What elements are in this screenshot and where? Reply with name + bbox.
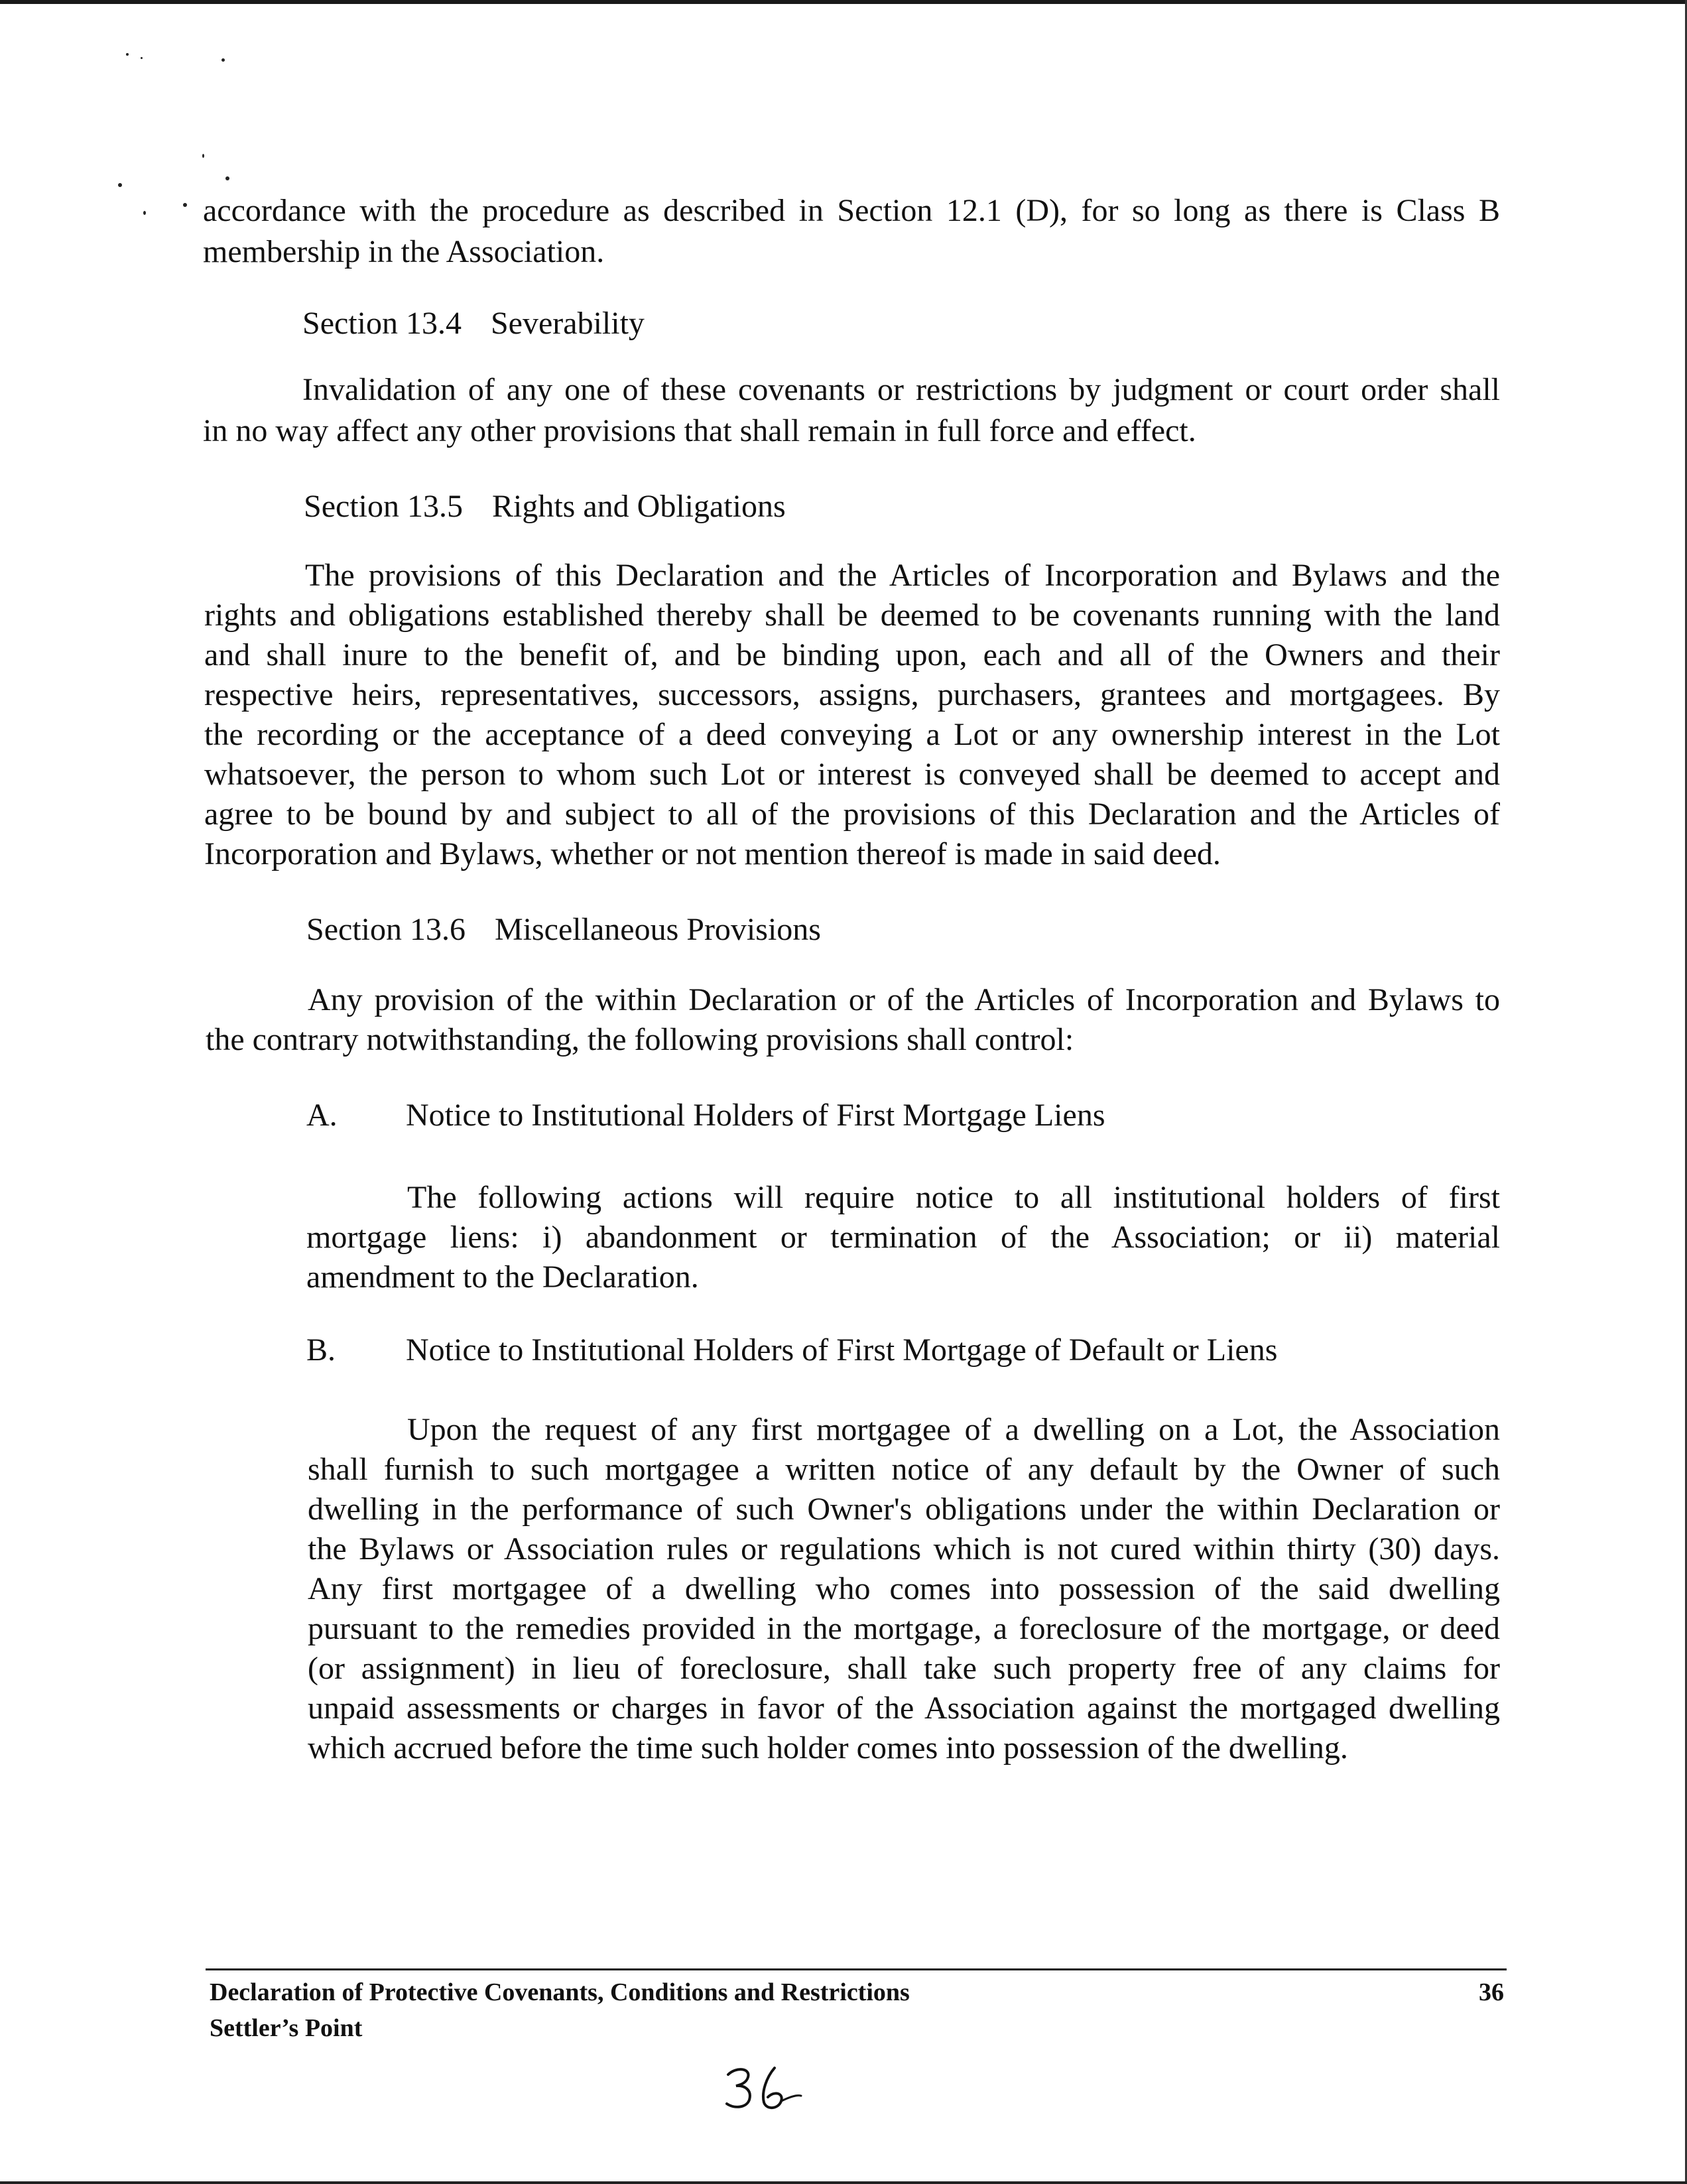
- section-13-6-line: Any provision of the within Declaration or of the Articles of Incorporation and Bylaws to: [308, 982, 1500, 1017]
- section-13-5-line: the recording or the acceptance of a deed conveying a Lot or any ownership interest in the Lot: [204, 717, 1500, 752]
- scan-speck: [225, 176, 229, 180]
- section-number: Section 13.6: [306, 912, 466, 947]
- subsection-a-heading: [306, 1096, 1105, 1135]
- section-13-4-heading: [302, 304, 645, 344]
- subsection-a-line: The following actions will require notice to all institutional holders of first: [407, 1180, 1500, 1215]
- subsection-a-line: amendment to the Declaration.: [306, 1259, 699, 1295]
- section-13-5-line: agree to be bound by and subject to all of the provisions of this Declaration and the Articles of: [204, 797, 1500, 832]
- scan-speck: [202, 154, 204, 158]
- section-13-4-line: in no way affect any other provisions that shall remain in full force and effect.: [203, 413, 1196, 448]
- subsection-a-line: mortgage liens: i) abandonment or termination of the Association; or ii) material: [306, 1220, 1500, 1255]
- footer-community-name: Settler’s Point: [210, 2014, 363, 2042]
- footer-rule: [206, 1968, 1507, 1970]
- continuation-line: membership in the Association.: [203, 234, 605, 269]
- subsection-b-line: the Bylaws or Association rules or regulations which is not cured within thirty (30) days.: [308, 1531, 1500, 1567]
- subsection-b-line: Any first mortgagee of a dwelling who comes into possession of the said dwelling: [308, 1571, 1500, 1606]
- section-13-5-line: and shall inure to the benefit of, and be binding upon, each and all of the Owners and their: [204, 637, 1500, 673]
- section-13-6-line: the contrary notwithstanding, the following provisions shall control:: [206, 1022, 1074, 1057]
- subsection-b-line: (or assignment) in lieu of foreclosure, shall take such property free of any claims for: [308, 1651, 1500, 1686]
- section-13-5-line: respective heirs, representatives, successors, assigns, purchasers, grantees and mortgagees. By: [204, 677, 1500, 712]
- scan-speck: [183, 203, 187, 207]
- section-13-6-heading: [306, 910, 821, 950]
- footer-document-title: Declaration of Protective Covenants, Conditions and Restrictions: [210, 1978, 910, 2006]
- subsection-b-line: pursuant to the remedies provided in the mortgage, a foreclosure of the mortgage, or deed: [308, 1611, 1500, 1646]
- subsection-title: Notice to Institutional Holders of First Mortgage Liens: [406, 1098, 1105, 1133]
- subsection-title: Notice to Institutional Holders of First Mortgage of Default or Liens: [406, 1332, 1278, 1368]
- scan-speck: [143, 211, 146, 215]
- section-number: Section 13.4: [302, 306, 462, 341]
- scan-speck: [221, 58, 225, 62]
- footer-page-number: 36: [1479, 1978, 1504, 2006]
- subsection-b-line: shall furnish to such mortgagee a written notice of any default by the Owner of such: [308, 1452, 1500, 1487]
- subsection-letter: A.: [306, 1098, 338, 1133]
- section-13-4-line: Invalidation of any one of these covenants or restrictions by judgment or court order shall: [302, 372, 1500, 407]
- section-13-5-line: rights and obligations established thereby shall be deemed to be covenants running with the land: [204, 598, 1500, 633]
- section-title: Miscellaneous Provisions: [494, 912, 821, 947]
- scan-speck: [118, 183, 122, 187]
- scan-speck: [141, 57, 143, 59]
- subsection-b-line: Upon the request of any first mortgagee of a dwelling on a Lot, the Association: [407, 1412, 1500, 1447]
- scan-edge-top: [0, 0, 1687, 4]
- section-13-5-line: Incorporation and Bylaws, whether or not mention thereof is made in said deed.: [204, 836, 1221, 871]
- subsection-b-heading: [306, 1330, 1277, 1370]
- section-13-5-line: whatsoever, the person to whom such Lot or interest is conveyed shall be deemed to accept and: [204, 757, 1500, 792]
- section-title: Severability: [490, 306, 645, 341]
- handwritten-page-number: [723, 2061, 809, 2114]
- scan-edge-bottom: [0, 2181, 1687, 2184]
- continuation-line: accordance with the procedure as described in Section 12.1 (D), for so long as there is Class B: [203, 193, 1500, 228]
- subsection-b-line: which accrued before the time such holder comes into possession of the dwelling.: [308, 1730, 1348, 1766]
- section-13-5-heading: [304, 487, 786, 527]
- subsection-b-line: dwelling in the performance of such Owner's obligations under the within Declaration or: [308, 1492, 1500, 1527]
- section-title: Rights and Obligations: [491, 489, 786, 524]
- section-13-5-line: The provisions of this Declaration and the Articles of Incorporation and Bylaws and the: [305, 558, 1500, 593]
- section-number: Section 13.5: [304, 489, 463, 524]
- scan-speck: [126, 53, 129, 56]
- subsection-b-line: unpaid assessments or charges in favor of the Association against the mortgaged dwelling: [308, 1691, 1500, 1726]
- subsection-letter: B.: [306, 1332, 336, 1368]
